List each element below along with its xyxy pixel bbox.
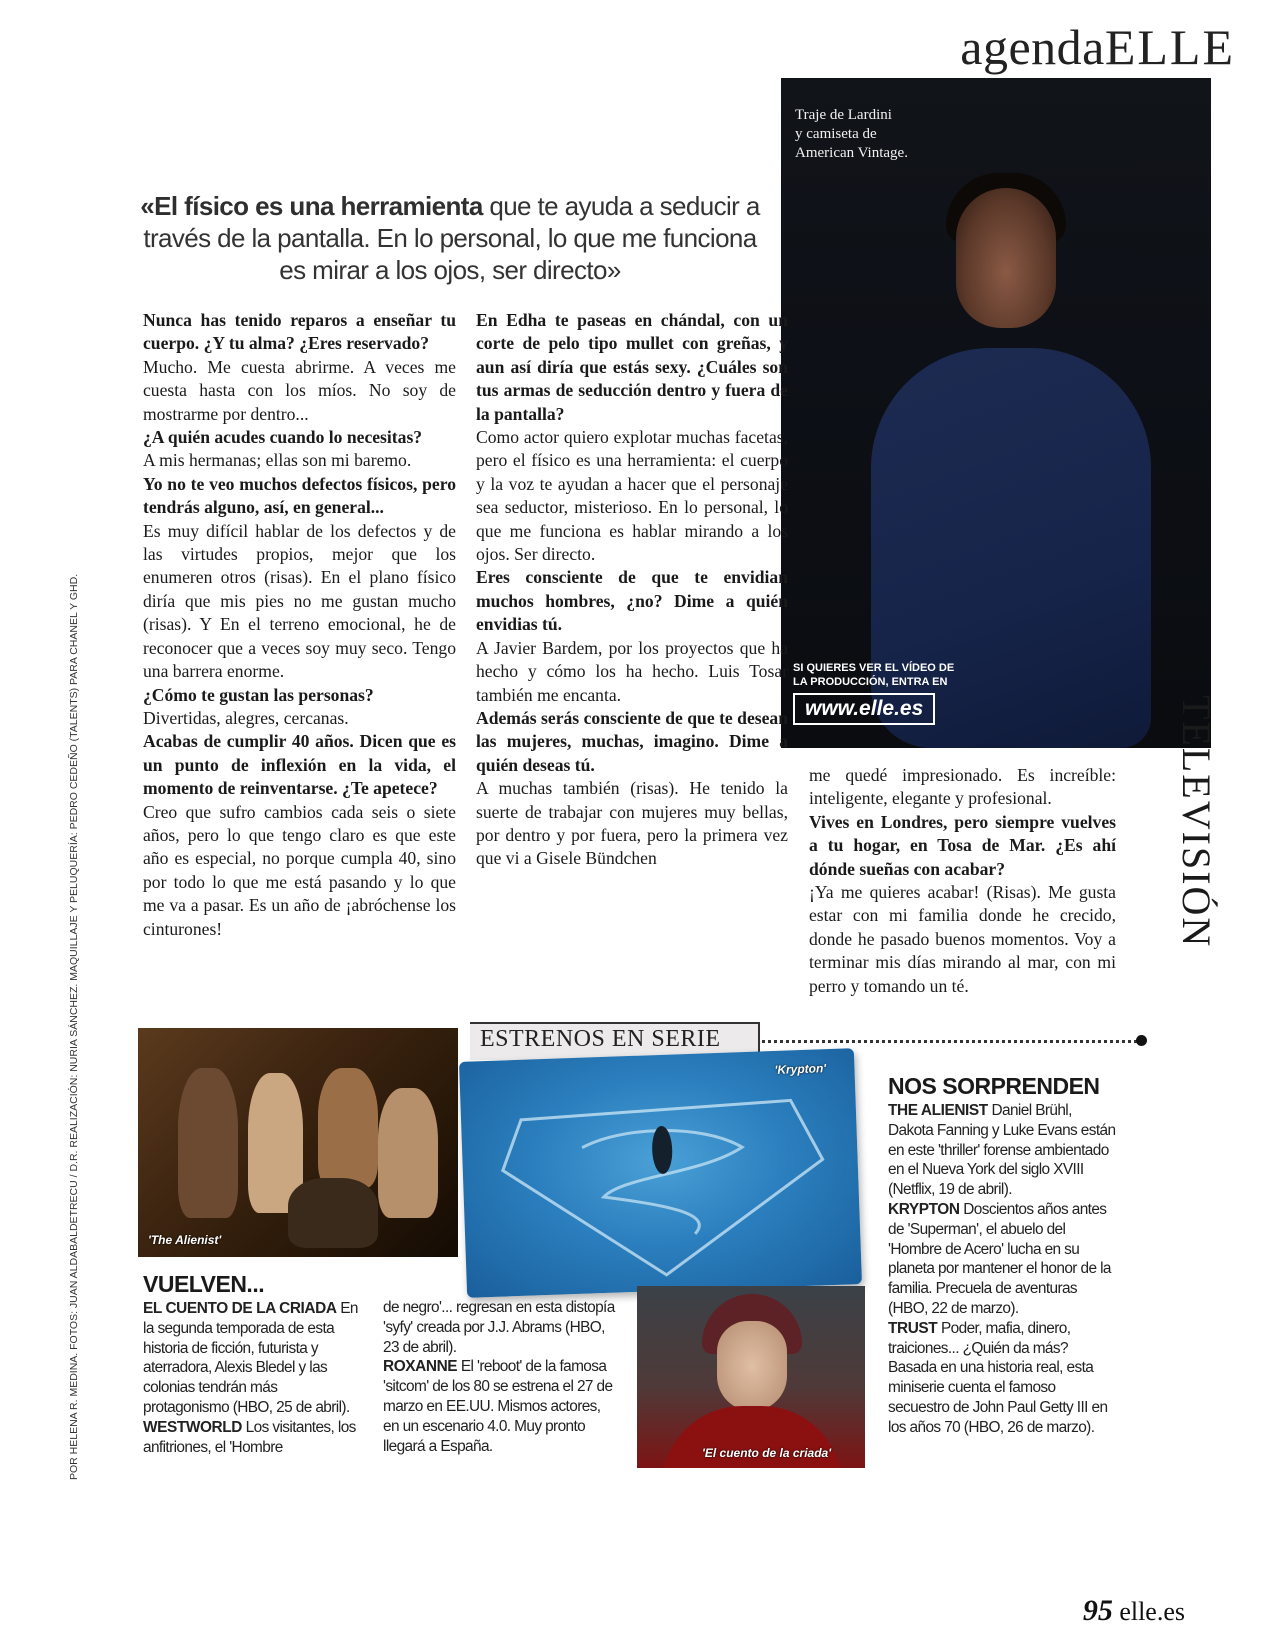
- series-description: Los visitantes, los anfitriones, el 'Hombre: [143, 1418, 356, 1456]
- interview-answer: Divertidas, alegres, cercanas.: [143, 707, 349, 728]
- interview-column-3: [809, 764, 1116, 998]
- series-name: TRUST: [888, 1319, 938, 1337]
- interview-answer: ¡Ya me quieres acabar! (Risas). Me gusta estar con mi familia donde he crecido, donde he pasado buenos momentos. Voy a terminar mis días mirando al mar, con mi perro y tomando un té.: [809, 882, 1116, 996]
- nos-sorprenden-items: [888, 1101, 1118, 1438]
- interview-answer: Mucho. Me cuesta abrirme. A veces me cuesta hasta con los míos. No soy de mostrarme por dentro...: [143, 356, 456, 424]
- dotted-divider: [762, 1040, 1137, 1044]
- magazine-header: [960, 18, 1235, 76]
- header-elle-logo: ELLE: [1104, 19, 1235, 75]
- series-description: En la segunda temporada de esta historia de ficción, futurista y aterradora, Alexis Bledel y las colonias tendrán más protagonismo (HBO, 25 de abril).: [143, 1300, 358, 1416]
- interview-answer: Como actor quiero explotar muchas facetas, pero el físico es una herramienta: el cuerpo y la voz te ayudan a hacer que el personaje sea seductor, misterioso. En lo personal, lo que me funciona es hablar mirando a los ojos. Ser directo.: [476, 427, 788, 565]
- section-label-text: TELEVISIÓN: [1174, 695, 1219, 949]
- interview-question: ¿Cómo te gustan las personas?: [143, 684, 374, 705]
- pull-quote: [130, 190, 770, 286]
- footer-site: elle.es: [1119, 1597, 1185, 1626]
- interview-answer: me quedé impresionado. Es increíble: inteligente, elegante y profesional.: [809, 765, 1116, 809]
- caption-line: Traje de Lardini: [795, 107, 892, 123]
- series-name: THE ALIENIST: [888, 1102, 988, 1119]
- criada-label: 'El cuento de la criada': [702, 1446, 832, 1460]
- vuelven-items-2: [383, 1298, 615, 1456]
- interview-question: Acabas de cumplir 40 años. Dicen que es un punto de inflexión en la vida, el momento de reinventarse. ¿Te apetece?: [143, 731, 456, 799]
- figure-shape: [178, 1068, 238, 1218]
- estrenos-title: ESTRENOS EN SERIE: [480, 1026, 721, 1052]
- interview-question: Nunca has tenido reparos a enseñar tu cuerpo. ¿Y tu alma? ¿Eres reservado?: [143, 310, 456, 354]
- divider-dot: [1136, 1035, 1147, 1046]
- video-promo: [793, 661, 988, 725]
- krypton-label: 'Krypton': [774, 1061, 827, 1077]
- interview-question: Vives en Londres, pero siempre vuelves a tu hogar, en Tosa de Mar. ¿Es ahí dónde sueñas con acabar?: [809, 811, 1116, 879]
- interview-question: ¿A quién acudes cuando lo necesitas?: [143, 427, 423, 448]
- portrait-head: [956, 188, 1056, 328]
- interview-answer: A mis hermanas; ellas son mi baremo.: [143, 450, 412, 471]
- series-description: El 'reboot' de la famosa 'sitcom' de los 80 se estrena el 27 de marzo en EE.UU. Mismos actores, en un escenario 4.0. Muy pronto llegará a España.: [383, 1358, 613, 1455]
- series-description: Daniel Brühl, Dakota Fanning y Luke Evans están en este 'thriller' forense ambientado en el Nueva York del siglo XVIII (Netflix, 19 de abril).: [888, 1102, 1116, 1199]
- krypton-photo: [459, 1048, 862, 1298]
- interview-answer: A Javier Bardem, por los proyectos que ha hecho y cómo los ha hecho. Luis Tosar también me encanta.: [476, 637, 788, 705]
- interview-column-1: [143, 309, 456, 941]
- pull-quote-strong: «El físico es una herramienta: [140, 191, 483, 221]
- nos-sorprenden-column: [888, 1073, 1118, 1438]
- interview-question: Eres consciente de que te envidian muchos hombres, ¿no? Dime a quién envidias tú.: [476, 567, 788, 635]
- promo-line: LA PRODUCCIÓN, ENTRA EN: [793, 676, 948, 688]
- interview-answer: A muchas también (risas). He tenido la suerte de trabajar con mujeres muy bellas, por dentro y por fuera, pero la primera vez que vi a Gisele Bündchen: [476, 778, 788, 869]
- page-footer: [1083, 1594, 1185, 1628]
- series-name: WESTWORLD: [143, 1418, 242, 1436]
- photo-caption: [795, 106, 908, 163]
- series-description: Doscientos años antes de 'Superman', el abuelo del 'Hombre de Acero' lucha en su planeta por mantener el honor de la familia. Precuela de aventuras (HBO, 22 de marzo).: [888, 1200, 1111, 1317]
- interview-question: En Edha te paseas en chándal, con un corte de pelo tipo mullet con greñas, y aun así diría que estás sexy. ¿Cuáles son tus armas de seducción dentro y fuera de la pantalla?: [476, 310, 788, 424]
- interview-answer: Creo que sufro cambios cada seis o siete años, pero lo que tengo claro es que este año es especial, no porque cumpla 40, sino por todo lo que me está pasando y lo que me va a pasar. Es un año de ¡abróchense los cinturones!: [143, 801, 456, 939]
- vuelven-column-1: [143, 1271, 361, 1457]
- interview-question: Yo no te veo muchos defectos físicos, pero tendrás alguno, así, en general...: [143, 473, 456, 518]
- pull-quote-rest: que te ayuda a seducir a través de la pantalla. En lo personal, lo que me funciona es mirar a los ojos, ser directo»: [143, 191, 760, 285]
- series-name: KRYPTON: [888, 1200, 960, 1218]
- vuelven-items-1: [143, 1299, 361, 1457]
- series-description: Poder, mafia, dinero, traiciones... ¿Quién da más? Basada en una historia real, esta miniserie cuenta el famoso secuestro de John Paul Getty III en los años 70 (HBO, 26 de marzo).: [888, 1319, 1108, 1436]
- series-description: de negro'... regresan en esta distopía 'syfy' creada por J.J. Abrams (HBO, 23 de abril).: [383, 1299, 615, 1356]
- figure-shape: [288, 1178, 378, 1248]
- photo-credits: POR HELENA R. MEDINA. FOTOS: JUAN ALDABALDETRECU / D.R. REALIZACIÓN: NURIA SÁNCHEZ. MAQUILLAJE Y PELUQUERÍA: PEDRO CEDEÑO (TALENTS) PARA CHANEL Y GHD.: [68, 573, 80, 1480]
- criada-face: [717, 1321, 787, 1411]
- section-label: [1170, 695, 1230, 955]
- figure-shape: [378, 1088, 438, 1218]
- promo-url-link[interactable]: www.elle.es: [793, 693, 935, 725]
- promo-line: SI QUIERES VER EL VÍDEO DE: [793, 662, 955, 674]
- alienist-photo: [138, 1028, 458, 1257]
- main-portrait-photo: [781, 78, 1211, 748]
- nos-sorprenden-title: NOS SORPRENDEN: [888, 1073, 1100, 1099]
- vuelven-column-2: [383, 1298, 615, 1456]
- interview-question: Además serás consciente de que te desean las mujeres, muchas, imagino. Dime a quién deseas tú.: [476, 707, 788, 775]
- figure-shape: [318, 1068, 378, 1188]
- page-number: 95: [1082, 1594, 1113, 1627]
- series-name: EL CUENTO DE LA CRIADA: [143, 1300, 337, 1317]
- krypton-symbol-svg: [459, 1048, 862, 1298]
- series-name: ROXANNE: [383, 1358, 458, 1376]
- krypton-figure: [651, 1126, 673, 1175]
- header-agenda: agenda: [960, 19, 1105, 75]
- alienist-label: 'The Alienist': [148, 1233, 222, 1247]
- caption-line: y camiseta de: [795, 126, 877, 142]
- caption-line: American Vintage.: [795, 145, 908, 161]
- criada-photo: [637, 1286, 865, 1468]
- interview-column-2: [476, 309, 788, 871]
- interview-answer: Es muy difícil hablar de los defectos y de las virtudes propios, mejor que los enumeren otros (risas). En el plano físico diría que mis pies no me gustan mucho (risas). Y En el terreno emocional, he de reconocer que a veces soy muy seco. Tengo una barrera enorme.: [143, 520, 456, 682]
- vuelven-title: VUELVEN...: [143, 1271, 265, 1297]
